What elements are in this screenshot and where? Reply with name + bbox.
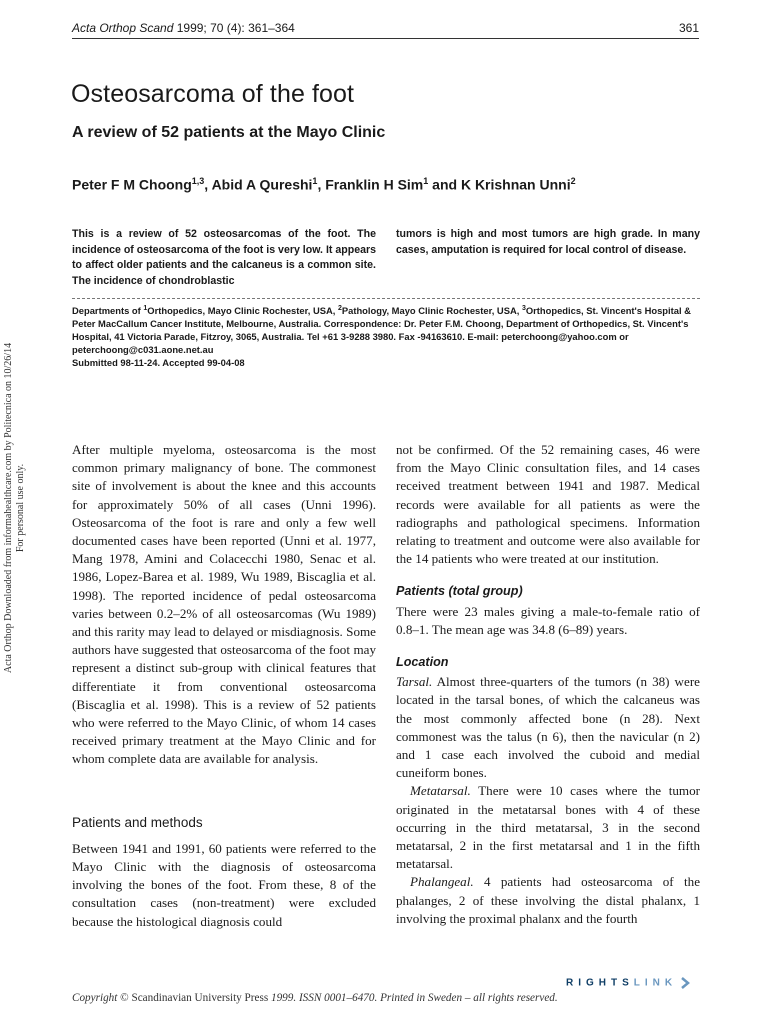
rightslink-chevron-icon	[679, 976, 693, 990]
article-title: Osteosarcoma of the foot	[71, 80, 355, 108]
phalangeal-text: 4 patients had osteosarcoma of the phalanges, 2 of these involving the distal phalanx, 1 involving the proximal phalanx and the fourth	[396, 874, 700, 926]
affiliation-mark: 2	[337, 305, 342, 312]
metatarsal-paragraph	[396, 782, 700, 873]
author-name: Peter F M Choong	[72, 176, 192, 193]
abstract	[72, 227, 700, 289]
patients-paragraph: There were 23 males giving a male-to-female ratio of 0.8–1. The mean age was 34.8 (6–89) years.	[396, 603, 700, 637]
article-subtitle: A review of 52 patients at the Mayo Clinic	[72, 124, 386, 141]
tarsal-text: Almost three-quarters of the tumors (n 38) were located in the tarsal bones, of which the calcaneus was the most commonly affected bone (n 28). Next commonest was the talus (n 6), then the navicular (n 2) and 1 case each involved the cuboid and medial cuneiform bones.	[396, 674, 700, 781]
journal-name: Acta Orthop Scand	[72, 21, 174, 35]
subsection-heading-patients: Patients (total group)	[396, 584, 523, 599]
page-number: 361	[678, 21, 699, 35]
running-header	[72, 21, 699, 39]
affiliation-block	[72, 298, 700, 369]
methods-paragraph: Between 1941 and 1991, 60 patients were referred to the Mayo Clinic with the diagnosis of osteosarcoma involving the bones of the foot. From these, 8 of the consultation cases (non-treatment) were excluded because the histological diagnosis could	[72, 840, 376, 929]
affiliation-part: Pathology, Mayo Clinic Rochester, USA,	[341, 305, 522, 317]
metatarsal-text: There were 10 cases where the tumor originated in the metatarsal bones with 4 of these occurring in the third metatarsal, 3 in the second metatarsal, 2 in the first metatarsal and 1 in the fifth metatarsal.	[396, 783, 700, 872]
author-affiliation-mark: 1	[312, 176, 318, 186]
intro-paragraph: After multiple myeloma, osteosarcoma is the most common primary malignancy of bone. The commonest site of involvement is about the knee and this accounts for approximately 50% of all cases (Unni 1996). Osteosarcoma of the foot is rare and only a few well documented cases have been reported (Unni et al. 1977, Mang 1978, Amini and Colacecchi 1980, Senac et al. 1986, Lopez-Barea et al. 1989, Wu 1989, Biscaglia et al. 1998). The reported incidence of pedal osteosarcoma varies between 0.2–2% of all osteosarcomas (Wu 1989) and this rarity may lead to delayed or misdiagnosis. Some authors have suggested that osteosarcoma of the foot may represent a distinct sub-group with clinical features that differentiate it from conventional osteosarcoma (Biscaglia et al. 1998). This is a review of 52 patients who were referred to the Mayo Clinic, of whom 14 cases received primary treatment at the Mayo Clinic and for whom complete data are available for analysis.	[72, 442, 376, 767]
copyright-label: Copyright	[72, 992, 118, 1004]
printed-notice: Printed in Sweden – all rights reserved.	[377, 992, 558, 1004]
subsection-heading-location: Location	[396, 655, 449, 670]
tarsal-paragraph	[396, 673, 700, 782]
rightslink-wordmark-light: LINK	[633, 977, 678, 989]
author-affiliation-mark: 2	[570, 176, 576, 186]
author-name: Franklin H Sim	[325, 176, 424, 193]
citation: 1999; 70 (4): 361–364	[173, 21, 295, 35]
affiliation-mark: 3	[521, 305, 526, 312]
abstract-right-column: tumors is high and most tumors are high grade. In many cases, amputation is required for local control of disease.	[396, 228, 700, 256]
affiliation-part: Orthopedics, St. Vincent's Hospital & Peter MacCallum Cancer Institute, Melbourne, Australia. Correspondence: Dr. Peter F.M. Choong, Department of Orthopedics, St. Vincent's Hospital, 41 Victoria Parade, Fitzroy, 3065, Australia. Tel +61 3-9288 3980. Fax -94163610. E-mail: peterchoong@yahoo.com or peterchoong@c031.aone.net.au	[72, 305, 691, 356]
download-stamp-text	[3, 298, 27, 718]
affiliation-part: Orthopedics, Mayo Clinic Rochester, USA,	[147, 305, 338, 317]
journal-citation	[72, 21, 295, 35]
author-affiliation-mark: 1,3	[191, 176, 205, 186]
download-stamp-line: For personal use only.	[15, 463, 26, 553]
download-stamp-line: Acta Orthop Downloaded from informahealthcare.com by Politecnica on 10/26/14	[3, 342, 14, 674]
submission-dates: Submitted 98-11-24. Accepted 99-04-08	[72, 357, 245, 369]
runin-label-metatarsal: Metatarsal.	[410, 783, 471, 799]
methods-paragraph-continued: not be confirmed. Of the 52 remaining cases, 46 were from the Mayo Clinic consultation files, and 14 cases received treatment between 1941 and 1987. Medical records were available for all patients as were the radiographs and pathological specimens. Information relating to treatment and outcome were also available for the 14 patients who were treated at our institution.	[396, 442, 700, 567]
author-affiliation-mark: 1	[423, 176, 429, 186]
rightslink-wordmark-dark: RIGHTS	[566, 977, 634, 989]
author-separator: and	[428, 176, 461, 193]
runin-label-tarsal: Tarsal.	[396, 674, 433, 690]
issn: ISSN 0001–6470.	[296, 992, 378, 1004]
phalangeal-paragraph	[396, 873, 700, 928]
body-right-column	[396, 441, 700, 928]
author-list	[72, 176, 576, 193]
author-separator: ,	[317, 176, 326, 193]
copyright-year: 1999.	[270, 992, 297, 1004]
affiliation-mark: 1	[143, 305, 148, 312]
abstract-left-column: This is a review of 52 osteosarcomas of the foot. The incidence of osteosarcoma of the foot is very low. It appears to affect older patients and the calcaneus is a common site. The incidence of chondroblastic	[72, 228, 376, 287]
author-name: Abid A Qureshi	[211, 176, 313, 193]
copyright-footer	[72, 992, 632, 1004]
copyright-holder: © Scandinavian University Press	[117, 992, 271, 1004]
affiliation-text	[72, 302, 700, 356]
affiliation-part: Departments of	[72, 305, 144, 317]
author-separator: ,	[204, 176, 212, 193]
rightslink-logo[interactable]	[566, 976, 693, 990]
author-name: K Krishnan Unni	[460, 176, 571, 193]
section-heading-methods: Patients and methods	[72, 814, 203, 830]
body-left-column	[72, 441, 376, 931]
runin-label-phalangeal: Phalangeal.	[410, 874, 474, 890]
